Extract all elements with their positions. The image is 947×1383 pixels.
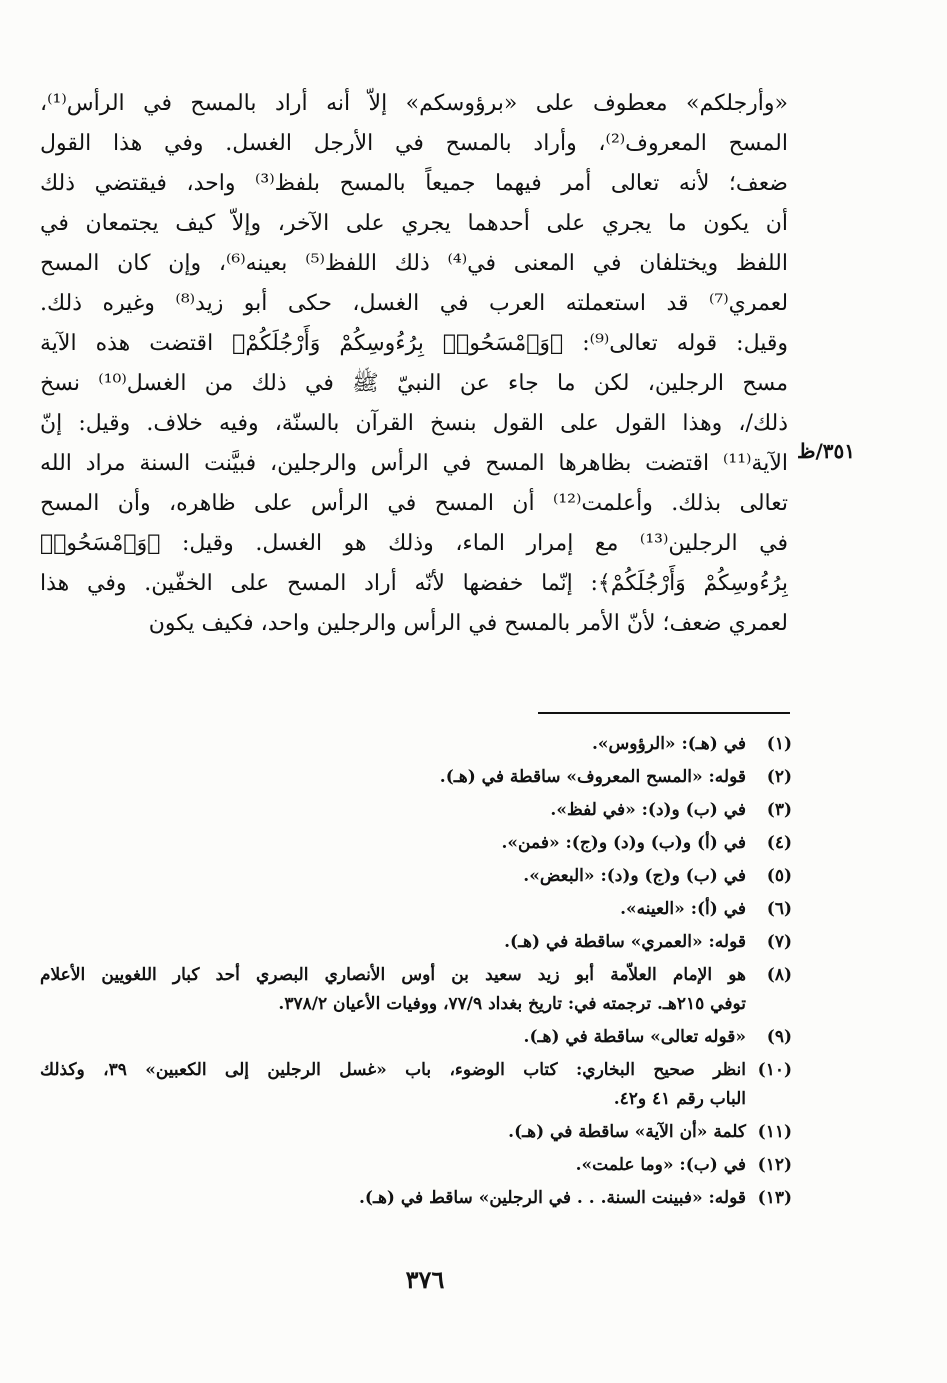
footnote-number: (١٢): [757, 1155, 792, 1175]
text-line: ضعف؛ لأنه تعالى أمر فيهما جميعاً بالمسح بلفظ⁽³⁾ واحد، فيقتضي ذلك: [40, 171, 788, 196]
footnote: [40, 796, 792, 825]
footnote: [40, 1118, 792, 1147]
text-line: بِرُءُوسِكُمْ وَأَرْجُلَكُمْ﴾: إنّما خفضها لأنّه أراد المسح على الخفّين. وفي هذا: [40, 571, 788, 596]
footnotes: [40, 730, 792, 1217]
footnote-text: [40, 796, 746, 825]
footnote-number: (١٣): [757, 1188, 792, 1208]
footnote-text: [40, 1118, 746, 1147]
footnote: [40, 763, 792, 792]
footnote: [40, 895, 792, 924]
footnote-number: (٦): [766, 899, 792, 919]
footnote-number: (٩): [766, 1027, 792, 1047]
footnote-number: (٥): [766, 866, 792, 886]
footnote-line: في (ب) و(د): «في لفظ».: [550, 800, 746, 820]
text-line: تعالى بذلك. وأعلمت⁽¹²⁾ أن المسح في الرأس على ظاهره، وأن المسح: [40, 491, 788, 516]
footnote-line: هو الإمام العلاّمة أبو زيد سعيد بن أوس الأنصاري البصري أحد كبار اللغويين الأعلام: [40, 965, 746, 985]
footnote: [40, 1151, 792, 1180]
footnote-line: في (أ): «العينه».: [620, 899, 746, 919]
footnote-text: [40, 862, 746, 891]
footnote-line: في (ب): «وما علمت».: [575, 1155, 746, 1175]
text-line: لعمري ضعف؛ لأنّ الأمر بالمسح في الرأس والرجلين واحد، فكيف يكون: [148, 611, 788, 636]
footnote-text: [40, 928, 746, 957]
text-line: مسح الرجلين، لكن ما جاء عن النبيّ ﷺ في ذلك من الغسل⁽¹⁰⁾ نسخ: [40, 371, 788, 396]
footnote: [40, 928, 792, 957]
text-line: «وأرجلكم» معطوف على «برؤوسكم» إلاّ أنه أراد بالمسح في الرأس⁽¹⁾،: [40, 91, 788, 116]
footnote-number: (٧): [766, 932, 792, 952]
footnote: [40, 862, 792, 891]
footnote-text: [40, 1184, 746, 1213]
footnote: [40, 961, 792, 1019]
footnote-text: [40, 961, 746, 1019]
text-line: أن يكون ما يجري على أحدهما يجري على الآخر، وإلاّ كيف يجتمعان في: [40, 211, 788, 236]
footnote-text: [40, 1056, 746, 1114]
footnote-line: في (ب) و(ج) و(د): «البعض».: [523, 866, 746, 886]
text-line: المسح المعروف⁽²⁾، وأراد بالمسح في الأرجل الغسل. وفي هذا القول: [40, 131, 788, 156]
footnote-number: (٢): [766, 767, 792, 787]
footnote-separator: [538, 712, 790, 714]
main-text: [40, 84, 788, 644]
footnote-line: في (أ) و(ب) و(د) و(ج): «فمن».: [501, 833, 746, 853]
footnote: [40, 1056, 792, 1114]
footnote-number: (٣): [766, 800, 792, 820]
page-number: ٣٧٦: [405, 1265, 445, 1294]
footnote-line: كلمة «أن الآية» ساقطة في (هـ).: [508, 1122, 746, 1142]
text-line: الآية⁽¹¹⁾ اقتضت بظاهرها المسح في الرأس والرجلين، فبيَّنت السنة مراد الله: [40, 451, 788, 476]
footnote-line: في (هـ): «الرؤوس».: [591, 734, 746, 754]
text-line: في الرجلين⁽¹³⁾ مع إمرار الماء، وذلك هو الغسل. وقيل: ﴿وَٱمْسَحُوا۟: [40, 531, 788, 556]
footnote-text: [40, 763, 746, 792]
footnote-line: قوله: «فبينت السنة. . . في الرجلين» ساقط في (هـ).: [359, 1188, 746, 1208]
footnote-line: قوله: «المسح المعروف» ساقطة في (هـ).: [439, 767, 746, 787]
text-line: لعمري⁽⁷⁾ قد استعملته العرب في الغسل، حكى أبو زيد⁽⁸⁾ وغيره ذلك.: [40, 291, 788, 316]
footnote-line: الباب رقم ٤١ و٤٢.: [613, 1089, 746, 1109]
footnote-number: (١٠): [757, 1060, 792, 1080]
footnote-line: قوله: «العمري» ساقطة في (هـ).: [504, 932, 746, 952]
footnote-text: [40, 829, 746, 858]
margin-folio-note: ٣٥١/ظ: [796, 439, 855, 463]
footnote-number: (١١): [757, 1122, 792, 1142]
footnote-number: (٤): [766, 833, 792, 853]
text-line: وقيل: قوله تعالى⁽⁹⁾: ﴿وَٱمْسَحُوا۟ بِرُءُوسِكُمْ وَأَرْجُلَكُمْ﴾ اقتضت هذه الآية: [40, 331, 788, 356]
text-line: ذلك/، وهذا القول على القول بنسخ القرآن بالسنّة، وفيه خلاف. وقيل: إنّ: [40, 411, 788, 436]
footnote-line: «قوله تعالى» ساقطة في (هـ).: [523, 1027, 746, 1047]
text-line: اللفظ ويختلفان في المعنى في⁽⁴⁾ ذلك اللفظ⁽⁵⁾ بعينه⁽⁶⁾، وإن كان المسح: [40, 251, 788, 276]
footnote: [40, 730, 792, 759]
footnote-text: [40, 895, 746, 924]
footnote: [40, 1023, 792, 1052]
footnote-line: توفي ٢١٥هـ. ترجمته في: تاريخ بغداد ٧٧/٩، ووفيات الأعيان ٣٧٨/٢.: [278, 994, 746, 1014]
footnote-text: [40, 1151, 746, 1180]
footnote-line: انظر صحيح البخاري: كتاب الوضوء، باب «غسل الرجلين إلى الكعبين» ٣٩، وكذلك: [40, 1060, 746, 1080]
footnote: [40, 829, 792, 858]
footnote-number: (١): [766, 734, 792, 754]
footnote-number: (٨): [766, 965, 792, 985]
footnote-text: [40, 730, 746, 759]
footnote: [40, 1184, 792, 1213]
footnote-text: [40, 1023, 746, 1052]
